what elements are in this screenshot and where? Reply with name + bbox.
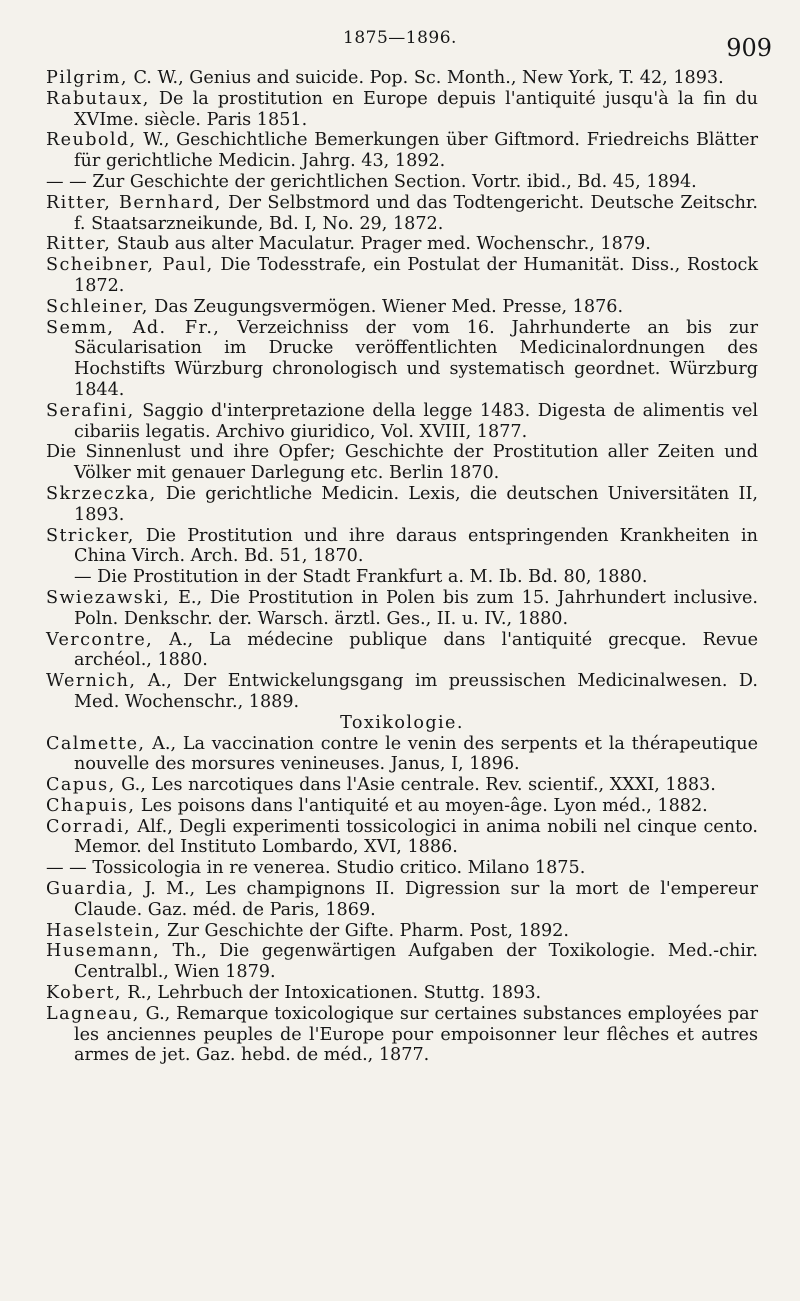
bibliography-entry (46, 401, 758, 443)
entry-author: Calmette, (46, 733, 146, 754)
bibliography-entry (46, 130, 758, 172)
bibliography-entry (46, 921, 758, 942)
entry-text: Staub aus alter Maculatur. Prager med. Wochenschr., 1879. (111, 234, 651, 255)
entry-author: — — (46, 171, 87, 192)
bibliography-entry (46, 796, 758, 817)
entry-text: De la prostitution en Europe depuis l'antiquité jusqu'à la fin du XVIme. siècle. Paris 1851. (74, 88, 758, 130)
entry-text: G., Les narcotiques dans l'Asie centrale. Rev. scientif., XXXI, 1883. (115, 775, 716, 796)
bibliography-entry (46, 172, 758, 193)
entry-author: Vercontre, (46, 629, 154, 650)
bibliography-entry (46, 630, 758, 672)
entry-text: J. M., Les champignons II. Digression sur la mort de l'empereur Claude. Gaz. méd. de Paris, 1869. (74, 879, 758, 920)
bibliography-entry (46, 89, 758, 131)
entry-text: A., Der Entwickelungsgang im preussischen Medicinalwesen. D. Med. Wochenschr., 1889. (74, 671, 758, 712)
entry-text: R., Lehrbuch der Intoxicationen. Stuttg. 1893. (121, 983, 542, 1004)
entry-author: Rabutaux, (46, 88, 150, 109)
entry-text: Tossicologia in re venerea. Studio critico. Milano 1875. (86, 858, 586, 879)
bibliography-entry (46, 983, 758, 1004)
entry-text: Alf., Degli experimenti tossicologici in anima nobili nel cinque cento. Memor. del Instituto Lombardo, XVI, 1886. (74, 816, 758, 858)
entry-author: Husemann, (46, 941, 161, 962)
running-head: 1875—1896. (343, 28, 457, 48)
entry-author: Scheibner, Paul, (46, 255, 214, 276)
entry-text: Les poisons dans l'antiquité et au moyen-âge. Lyon méd., 1882. (135, 795, 708, 816)
entry-author: — — (46, 858, 87, 879)
bibliography-entry (46, 671, 758, 713)
entry-text: Zur Geschichte der gerichtlichen Section. Vortr. ibid., Bd. 45, 1894. (86, 171, 697, 192)
entry-text: C. W., Genius and suicide. Pop. Sc. Month., New York, T. 42, 1893. (127, 68, 724, 88)
bibliography-entry (46, 734, 758, 776)
entry-author: Ritter, (46, 234, 112, 255)
entry-text: G., Remarque toxicologique sur certaines substances employées par les anciennes peuples de l'Europe pour empoisonner leur flêches et autres armes de jet. Gaz. hebd. de méd., 1877. (74, 1003, 758, 1066)
bibliography-entry (46, 588, 758, 630)
bibliography-entry (46, 817, 758, 859)
entry-text: Die Prostitution und ihre daraus entspringenden Krankheiten in China Virch. Arch. Bd. 51, 1870. (74, 525, 758, 567)
entry-author: Guardia, (46, 879, 135, 900)
entry-text: W., Geschichtliche Bemerkungen über Giftmord. Friedreichs Blätter für gerichtliche Medicin. Jahrg. 43, 1892. (74, 130, 758, 172)
entry-author: Ritter, Bernhard, (46, 192, 222, 213)
entry-author: Stricker, (46, 525, 135, 546)
bibliography-entry (46, 941, 758, 983)
bibliography-entry (46, 297, 758, 318)
bibliography-entry (46, 68, 758, 89)
bibliography-entry (46, 775, 758, 796)
bibliography-body (46, 68, 758, 1066)
bibliography-entry (46, 858, 758, 879)
bibliography-entry (46, 255, 758, 297)
bibliography-entry (46, 318, 758, 401)
entry-text: A., La vaccination contre le venin des serpents et la thérapeutique nouvelle des morsures venineuses. Janus, I, 1896. (74, 733, 758, 775)
entry-text: A., La médecine publique dans l'antiquité grecque. Revue archéol., 1880. (74, 629, 758, 671)
entry-author: Kobert, (46, 983, 122, 1004)
page-number: 909 (726, 34, 772, 62)
entry-author: Reubold, (46, 130, 137, 151)
entry-author: Chapuis, (46, 795, 136, 816)
bibliography-entry (46, 442, 758, 484)
entry-text: Verzeichniss der vom 16. Jahrhunderte an bis zur Säcularisation im Drucke veröffentlichten Medicinalordnungen des Hochstifts Würzburg chronologisch und systematisch geordnet. Würzburg 1844. (74, 317, 758, 400)
section-heading: Toxikologie. (340, 712, 464, 733)
entry-text: Die Sinnenlust und ihre Opfer; Geschichte der Prostitution aller Zeiten und Völker mit genauer Darlegung etc. Berlin 1870. (46, 442, 758, 484)
entry-text: E., Die Prostitution in Polen bis zum 15. Jahrhundert inclusive. Poln. Denkschr. der. Warsch. ärztl. Ges., II. u. IV., 1880. (74, 587, 758, 629)
entry-author: Corradi, (46, 816, 132, 837)
bibliography-entry (46, 567, 758, 588)
entry-text: Saggio d'interpretazione della legge 1483. Digesta de alimentis vel cibariis legatis. Archivo giuridico, Vol. XVIII, 1877. (74, 400, 758, 442)
entry-text: Th., Die gegenwärtigen Aufgaben der Toxikologie. Med.-chir. Centralbl., Wien 1879. (74, 941, 758, 983)
entry-author: Semm, Ad. Fr., (46, 317, 221, 338)
bibliography-entry (46, 879, 758, 921)
entry-text: Die Prostitution in der Stadt Frankfurt a. M. Ib. Bd. 80, 1880. (91, 567, 648, 588)
entry-author: Pilgrim, (46, 68, 128, 88)
bibliography-entry (46, 526, 758, 568)
entry-text: Das Zeugungsvermögen. Wiener Med. Presse, 1876. (148, 296, 624, 317)
entry-text: Zur Geschichte der Gifte. Pharm. Post, 1892. (161, 920, 569, 941)
bibliography-entry (46, 1004, 758, 1066)
entry-author: Schleiner, (46, 296, 149, 317)
bibliography-entry (46, 484, 758, 526)
entry-author: Lagneau, (46, 1003, 140, 1024)
bibliography-entry (46, 193, 758, 235)
entry-author: Swiezawski, (46, 587, 171, 608)
bibliography-entry (46, 234, 758, 255)
entry-author: Serafini, (46, 400, 135, 421)
entry-author: Skrzeczka, (46, 483, 157, 504)
entry-author: Wernich, (46, 671, 137, 692)
entry-author: Capus, (46, 775, 116, 796)
entry-author: Haselstein, (46, 920, 162, 941)
entry-text: Der Selbstmord und das Todtengericht. Deutsche Zeitschr. f. Staatsarzneikunde, Bd. I, No. 29, 1872. (74, 192, 758, 234)
entry-text: Die Todesstrafe, ein Postulat der Humanität. Diss., Rostock 1872. (74, 255, 758, 296)
entry-text: Die gerichtliche Medicin. Lexis, die deutschen Universitäten II, 1893. (74, 483, 758, 525)
entry-author: — (74, 567, 92, 588)
